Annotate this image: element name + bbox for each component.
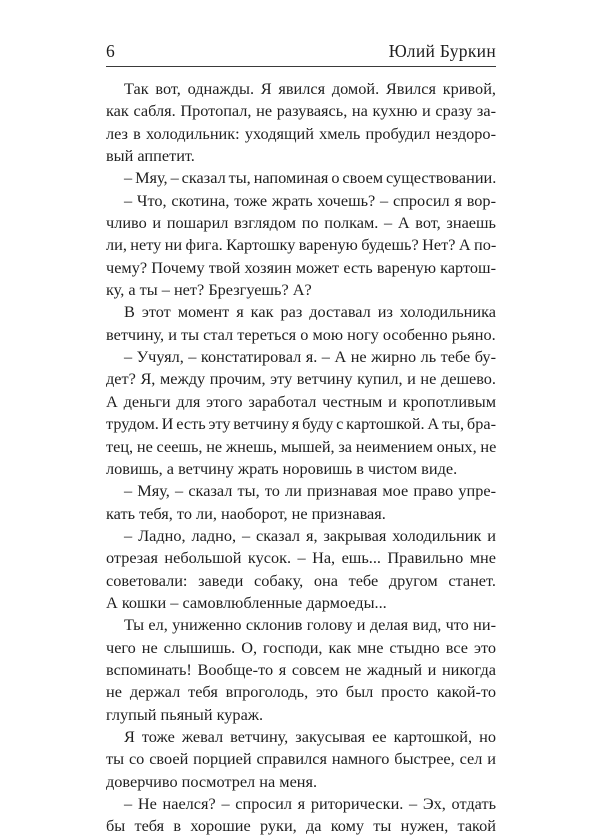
header-rule [106,66,496,67]
text-line: ку, а ты – нет? Брезгуешь? А? [106,280,312,300]
text-line: отрезая небольшой кусок. – На, ешь... Правильно мне [106,548,496,568]
text-line: – Что, скотина, тоже жрать хочешь? – спросил я вор- [124,190,496,210]
running-title-author: Юлий Буркин [388,41,496,61]
text-line: трудом. И есть эту ветчину я буду с картошкой. А ты, бра- [106,414,496,434]
text-line: Так вот, однажды. Я явился домой. Явился кривой, [124,79,496,98]
text-line: чего не слышишь. О, господи, как мне стыдно все это [106,637,496,657]
text-line: – Мяу, – сказал ты, напоминая о своем существовании. [124,168,497,188]
page-number: 6 [106,41,116,61]
text-line: доверчиво посмотрел на меня. [106,771,318,791]
text-line: как сабля. Протопал, не разуваясь, на кухню и сразу за- [106,101,496,121]
text-line: В этот момент я как раз доставал из холодильника [124,302,496,322]
running-header [106,41,496,67]
text-line: тец, не сеешь, не жнешь, мышей, за неимением оных, не [106,436,497,456]
text-line: бы тебя в хорошие руки, да кому ты нужен, такой [106,816,496,836]
text-line: ли, нету ни фига. Картошку вареную будешь? Нет? А по- [106,235,497,255]
text-line: – Ладно, ладно, – сказал я, закрывая холодильник и [124,525,496,545]
text-line: – Не наелся? – спросил я риторически. – Эх, отдать [124,794,496,813]
body-text [106,78,496,838]
text-line: не держал тебя впроголодь, это был просто какой-то [106,682,496,702]
text-line: дет? Я, между прочим, эту ветчину купил, и не дешево. [106,369,496,389]
text-line: А деньги для этого заработал честным и кропотливым [106,391,496,411]
text-line: лез в холодильник: уходящий хмель пробудил нездоро- [106,123,496,143]
text-line: чему? Почему твой хозяин может есть вареную картош- [106,257,496,277]
text-line: Я тоже жевал ветчину, закусывая ее картошкой, но [124,726,496,746]
text-line: А кошки – самовлюбленные дармоеды... [106,592,387,612]
text-line: чливо и пошарил взглядом по полкам. – А вот, знаешь [106,213,496,233]
text-line: вспоминать! Вообще-то я совсем не жадный и никогда [106,659,496,679]
text-line: – Мяу, – сказал ты, то ли признавая мое право упре- [124,481,496,501]
text-line: Ты ел, униженно склонив голову и делая вид, что ни- [124,615,496,635]
text-line: советовали: заведи собаку, она тебе другом станет. [106,570,496,590]
text-line: ты со своей порцией справился намного быстрее, сел и [106,749,496,769]
text-line: кать тебя, то ли, наоборот, не признавая. [106,503,386,523]
text-line: глупый пьяный кураж. [106,704,264,724]
text-line: ветчину, и ты стал тереться о мою ногу особенно рьяно. [106,324,496,344]
text-line: вый аппетит. [106,146,195,166]
text-line: ловишь, а ветчину жрать норовишь в чистом виде. [106,458,458,478]
text-line: – Учуял, – констатировал я. – А не жирно ль тебе бу- [124,347,496,367]
